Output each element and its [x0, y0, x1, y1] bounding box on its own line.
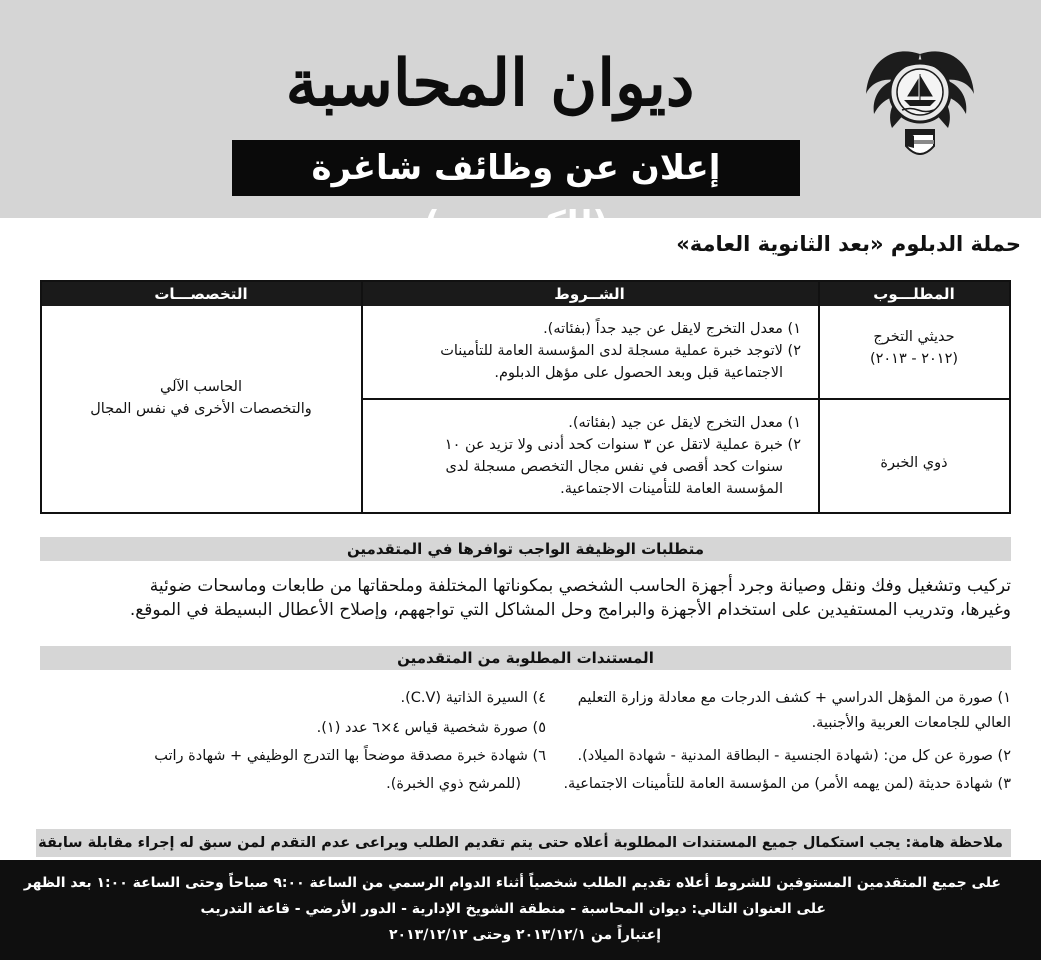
requirements-line: وغيرها، وتدريب المستفيدين على استخدام الأجهزة والبرامج وحل المشاكل التي تواجههم، وإصلاح الأعطال البسيطة في الموقع.: [129, 600, 1011, 620]
document-item: (للمرشح ذوي الخبرة).: [386, 776, 521, 792]
table-header-row: [42, 282, 1009, 306]
table-row-divider: [363, 398, 1009, 400]
footer-line: على جميع المتقدمين المستوفين للشروط أعلاه تقديم الطلب شخصياً أثناء الدوام الرسمي من الساعة ٩:٠٠ صباحاً وحتى الساعة ١:٠٠ بعد الظهر: [23, 875, 1001, 891]
document-item: ٦) شهادة خبرة مصدقة موضحاً بها التدرج الوظيفي + شهادة راتب: [154, 748, 546, 764]
header-conditions: الشــروط: [554, 285, 625, 303]
condition-line: سنوات كحد أقصى في نفس مجال التخصص مسجلة لدى: [445, 459, 783, 475]
important-note: ملاحظة هامة: يجب استكمال جميع المستندات المطلوبة أعلاه حتى يتم تقديم الطلب ويراعى عدم التقدم لمن سبق له إجراء مقابلة سابقة: [36, 829, 1011, 857]
table-divider: [361, 282, 363, 512]
condition-line: ٢) خبرة عملية لاتقل عن ٣ سنوات كحد أدنى ولا تزيد عن ١٠: [444, 437, 801, 453]
footer-band: [0, 860, 1041, 960]
document-item: ١) صورة من المؤهل الدراسي + كشف الدرجات مع معادلة وزارة التعليم: [577, 690, 1011, 706]
section-title: حملة الدبلوم «بعد الثانوية العامة»: [676, 232, 1021, 256]
requirements-text: [26, 574, 1011, 622]
condition-line: المؤسسة العامة للتأمينات الاجتماعية.: [560, 481, 783, 497]
document-item: ٣) شهادة حديثة (لمن يهمه الأمر) من المؤسسة العامة للتأمينات الاجتماعية.: [563, 776, 1011, 792]
required-experienced: [819, 452, 1009, 474]
document-item: العالي للجامعات العربية والأجنبية.: [811, 715, 1011, 731]
condition-line: الاجتماعية قبل وبعد الحصول على مؤهل الدبلوم.: [494, 365, 783, 381]
kuwait-emblem-icon: [860, 34, 980, 166]
condition-line: ١) معدل التخرج لايقل عن جيد جداً (بفئاته).: [543, 321, 801, 337]
document-item: ٤) السيرة الذاتية (C.V).: [400, 690, 546, 706]
header-required: المطلـــوب: [873, 285, 955, 303]
requirements-line: تركيب وتشغيل وفك ونقل وصيانة وجرد أجهزة الحاسب الشخصي بمكوناتها المختلفة وملحقاتها من طابعات وماسحات ضوئية: [149, 576, 1011, 596]
document-item: ٥) صورة شخصية قياس ٤×٦ عدد (١).: [316, 720, 546, 736]
document-item: ٢) صورة عن كل من: (شهادة الجنسية - البطاقة المدنية - شهادة الميلاد).: [577, 748, 1011, 764]
footer-line: إعتباراً من ٢٠١٣/١٢/١ وحتى ٢٠١٣/١٢/١٢: [389, 927, 661, 943]
conditions-fresh-graduates: [371, 318, 801, 384]
required-label: ذوي الخبرة: [880, 455, 948, 471]
header-specializations: التخصصـــات: [154, 285, 248, 303]
required-label: حديثي التخرج: [873, 329, 955, 345]
condition-line: ٢) لاتوجد خبرة عملية مسجلة لدى المؤسسة العامة للتأمينات: [440, 343, 801, 359]
footer-line: على العنوان التالي: ديوان المحاسبة - منطقة الشويخ الإدارية - الدور الأرضي - قاعة التدريب: [200, 901, 826, 917]
required-years: (٢٠١٢ - ٢٠١٣): [869, 351, 959, 367]
conditions-experienced: [371, 412, 801, 500]
requirements-title: متطلبات الوظيفة الواجب توافرها في المتقدمين: [40, 537, 1011, 561]
specialization-line: والتخصصات الأخرى في نفس المجال: [90, 401, 312, 417]
documents-title: المستندات المطلوبة من المتقدمين: [40, 646, 1011, 670]
table-divider: [818, 282, 820, 512]
subtitle-banner: إعلان عن وظائف شاغرة (للكويتيين): [232, 140, 800, 196]
condition-line: ١) معدل التخرج لايقل عن جيد (بفئاته).: [568, 415, 801, 431]
required-fresh-graduates: [819, 326, 1009, 370]
specialization-line: الحاسب الآلي: [159, 379, 243, 395]
specializations-cell: [43, 376, 359, 420]
jobs-table: [40, 280, 1011, 514]
page-title: ديوان المحاسبة: [285, 46, 695, 121]
